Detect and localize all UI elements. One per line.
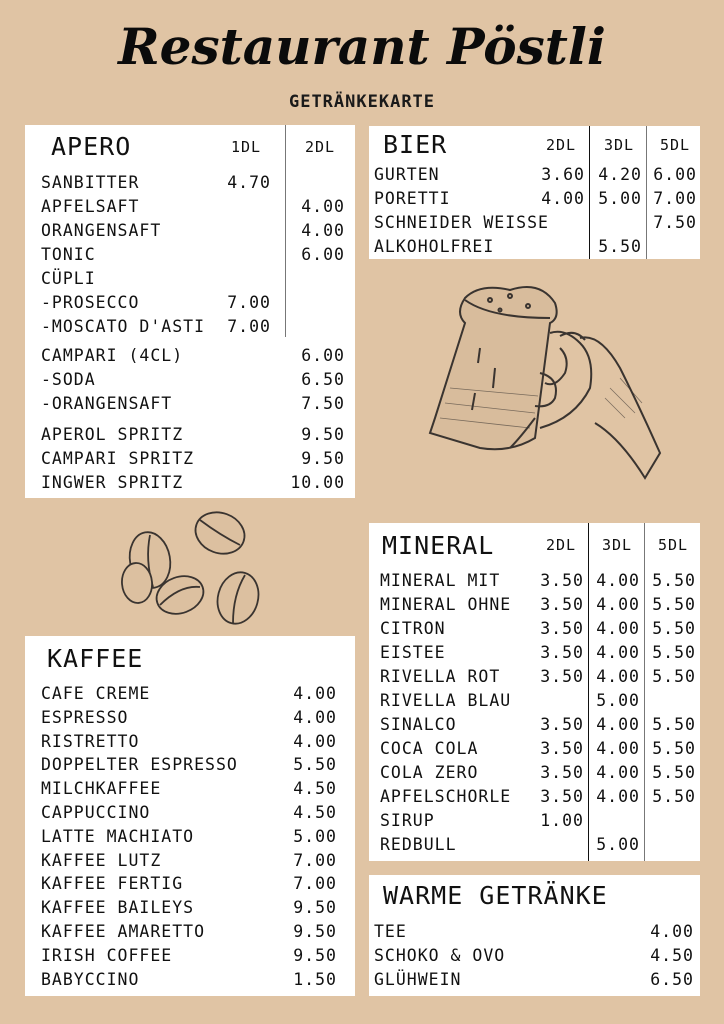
apero-item-price-2dl: 6.50 (301, 370, 345, 389)
apero-item-name: SANBITTER (41, 173, 140, 192)
mineral-item-price-5dl: 5.50 (652, 715, 696, 734)
mineral-item-price-2dl: 3.50 (540, 667, 584, 686)
apero-section (25, 125, 355, 498)
mineral-item-price-5dl: 5.50 (652, 763, 696, 782)
warm-item-price: 4.00 (650, 922, 694, 941)
mineral-item-price-3dl: 4.00 (596, 643, 640, 662)
kaffee-item-name: KAFFEE AMARETTO (41, 922, 206, 941)
mineral-item-price-5dl: 5.50 (652, 595, 696, 614)
bier-item-name: SCHNEIDER WEISSE (374, 213, 549, 232)
apero-col-1dl: 1DL (230, 138, 262, 156)
apero-item-name: CÜPLI (41, 269, 96, 288)
mineral-item-name: EISTEE (380, 643, 446, 662)
kaffee-item-name: KAFFEE FERTIG (41, 874, 184, 894)
mineral-item-price-5dl: 5.50 (652, 787, 696, 806)
kaffee-item-price: 4.00 (293, 707, 337, 727)
kaffee-item-name: ESPRESSO (41, 707, 129, 727)
apero-item-price-1dl: 4.70 (227, 173, 271, 192)
mineral-item-price-2dl: 3.50 (540, 571, 584, 590)
mineral-item-price-3dl: 4.00 (596, 667, 640, 686)
apero-item-name: CAMPARI SPRITZ (41, 449, 195, 468)
mineral-col-3dl: 3DL (601, 536, 633, 554)
warm-item-price: 6.50 (650, 970, 694, 989)
kaffee-item-name: CAFE CREME (41, 684, 151, 703)
mineral-item-name: SIRUP (380, 811, 435, 830)
mineral-item-price-2dl: 3.50 (540, 763, 584, 782)
warm-heading: WARME GETRÄNKE (383, 881, 608, 910)
mineral-item-price-2dl: 3.50 (540, 787, 584, 806)
apero-item-name: ORANGENSAFT (41, 221, 162, 240)
mineral-item-price-3dl: 4.00 (596, 739, 640, 758)
apero-item-price-2dl: 9.50 (301, 425, 345, 444)
warm-item-name: TEE (374, 922, 407, 941)
kaffee-item-price: 1.50 (293, 969, 337, 989)
apero-item-name: TONIC (41, 245, 96, 264)
apero-item-price-2dl: 4.00 (301, 197, 345, 216)
mineral-item-price-2dl: 3.50 (540, 643, 584, 662)
mineral-item-name: COLA ZERO (380, 763, 479, 782)
mineral-col-2dl: 2DL (545, 536, 577, 554)
mineral-item-price-2dl: 1.00 (540, 811, 584, 830)
mineral-item-name: APFELSCHORLE (380, 787, 512, 806)
mineral-item-name: COCA COLA (380, 739, 479, 758)
mineral-item-price-5dl: 5.50 (652, 643, 696, 662)
mineral-col-5dl: 5DL (657, 536, 689, 554)
mineral-heading: MINERAL (382, 531, 495, 560)
mineral-item-price-5dl: 5.50 (652, 667, 696, 686)
kaffee-item-price: 7.00 (293, 850, 337, 870)
kaffee-item-price: 7.00 (293, 874, 337, 894)
bier-item-price-2dl: 4.00 (541, 189, 585, 208)
kaffee-item-name: CAPPUCCINO (41, 803, 151, 822)
kaffee-item-price: 5.50 (293, 755, 337, 775)
mineral-item-name: SINALCO (380, 715, 457, 734)
mineral-item-price-3dl: 4.00 (596, 619, 640, 638)
apero-item-price-2dl: 10.00 (290, 473, 345, 492)
mineral-item-price-3dl: 5.00 (596, 835, 640, 854)
apero-item-name: -ORANGENSAFT (41, 394, 173, 413)
kaffee-item-name: MILCHKAFFEE (41, 779, 162, 799)
beer-mug-illustration (410, 278, 670, 510)
mineral-item-price-3dl: 4.00 (596, 787, 640, 806)
mineral-item-name: RIVELLA BLAU (380, 691, 512, 710)
bier-item-price-5dl: 7.50 (653, 213, 697, 232)
coffee-beans-illustration (115, 505, 275, 630)
mineral-item-price-5dl: 5.50 (652, 571, 696, 590)
kaffee-item-name: KAFFEE BAILEYS (41, 898, 195, 918)
kaffee-item-name: BABYCCINO (41, 969, 140, 989)
apero-heading: APERO (51, 132, 132, 161)
apero-item-name: -PROSECCO (41, 293, 140, 312)
apero-item-name: INGWER SPRITZ (41, 473, 184, 492)
apero-item-price-2dl: 6.00 (301, 346, 345, 365)
mineral-item-name: REDBULL (380, 835, 457, 854)
mineral-item-price-3dl: 4.00 (596, 571, 640, 590)
kaffee-heading: KAFFEE (47, 644, 144, 673)
warm-item-price: 4.50 (650, 946, 694, 965)
apero-item-price-2dl: 7.50 (301, 394, 345, 413)
bier-item-price-3dl: 5.00 (598, 189, 642, 208)
mineral-item-price-2dl: 3.50 (540, 715, 584, 734)
bier-item-name: PORETTI (374, 189, 451, 208)
kaffee-item-name: DOPPELTER ESPRESSO (41, 755, 238, 775)
bier-col-3dl: 3DL (603, 136, 635, 154)
warm-item-name: GLÜHWEIN (374, 970, 462, 989)
mineral-item-price-2dl: 3.50 (540, 619, 584, 638)
kaffee-item-price: 4.50 (293, 803, 337, 822)
mineral-item-price-2dl: 3.50 (540, 595, 584, 614)
apero-col-2dl: 2DL (304, 138, 336, 156)
bier-heading: BIER (383, 130, 448, 159)
mineral-item-name: CITRON (380, 619, 446, 638)
apero-item-name: APFELSAFT (41, 197, 140, 216)
kaffee-item-price: 9.50 (293, 898, 337, 918)
restaurant-title: Restaurant Pöstli (118, 17, 606, 76)
bier-item-price-5dl: 7.00 (653, 189, 697, 208)
apero-item-name: APEROL SPRITZ (41, 425, 184, 444)
menu-subtitle: GETRÄNKEKARTE (288, 92, 436, 112)
apero-item-name: -SODA (41, 370, 96, 389)
apero-item-price-2dl: 6.00 (301, 245, 345, 264)
bier-item-name: ALKOHOLFREI (374, 237, 495, 256)
kaffee-item-name: RISTRETTO (41, 731, 140, 751)
bier-item-price-2dl: 3.60 (541, 165, 585, 184)
apero-item-price-1dl: 7.00 (227, 293, 271, 312)
kaffee-item-price: 4.00 (293, 731, 337, 751)
bier-col-2dl: 2DL (545, 136, 577, 154)
mineral-section (369, 523, 700, 861)
mineral-item-price-2dl: 3.50 (540, 739, 584, 758)
bier-item-price-5dl: 6.00 (653, 165, 697, 184)
bier-item-name: GURTEN (374, 165, 440, 184)
kaffee-item-name: KAFFEE LUTZ (41, 850, 162, 870)
warm-item-name: SCHOKO & OVO (374, 946, 506, 965)
kaffee-item-name: IRISH COFFEE (41, 945, 173, 965)
kaffee-item-name: LATTE MACHIATO (41, 826, 195, 846)
kaffee-item-price: 5.00 (293, 826, 337, 846)
kaffee-item-price: 9.50 (293, 922, 337, 941)
apero-item-name: CAMPARI (4CL) (41, 346, 184, 365)
mineral-item-price-5dl: 5.50 (652, 739, 696, 758)
kaffee-item-price: 4.00 (293, 684, 337, 703)
kaffee-item-price: 4.50 (293, 779, 337, 799)
mineral-item-price-5dl: 5.50 (652, 619, 696, 638)
apero-item-name: -MOSCATO D'ASTI (41, 317, 206, 336)
bier-item-price-3dl: 4.20 (598, 165, 642, 184)
kaffee-section (25, 636, 355, 996)
apero-item-price-2dl: 9.50 (301, 449, 345, 468)
mineral-item-price-3dl: 4.00 (596, 715, 640, 734)
mineral-item-name: RIVELLA ROT (380, 667, 501, 686)
apero-item-price-2dl: 4.00 (301, 221, 345, 240)
bier-item-price-3dl: 5.50 (598, 237, 642, 256)
kaffee-item-price: 9.50 (293, 945, 337, 965)
bier-section (369, 126, 700, 259)
mineral-item-name: MINERAL OHNE (380, 595, 512, 614)
mineral-item-price-3dl: 4.00 (596, 595, 640, 614)
apero-item-price-1dl: 7.00 (227, 317, 271, 336)
mineral-item-price-3dl: 4.00 (596, 763, 640, 782)
bier-col-5dl: 5DL (659, 136, 691, 154)
warm-section (369, 875, 700, 996)
mineral-item-name: MINERAL MIT (380, 571, 501, 590)
mineral-item-price-3dl: 5.00 (596, 691, 640, 710)
